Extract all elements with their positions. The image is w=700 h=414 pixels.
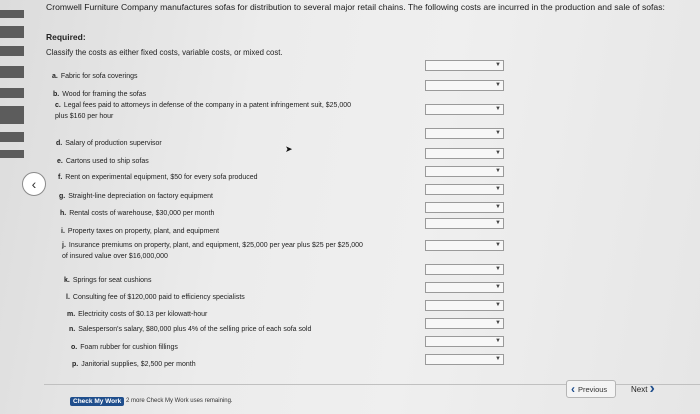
check-remaining-note: 2 more Check My Work uses remaining. xyxy=(126,398,233,404)
edge-bar xyxy=(0,26,24,38)
chevron-left-icon: ‹ xyxy=(571,382,575,396)
next-button[interactable] xyxy=(631,379,655,399)
answer-select[interactable] xyxy=(425,218,504,229)
answer-select[interactable] xyxy=(425,60,504,71)
edge-bar xyxy=(0,106,24,124)
cost-item xyxy=(72,359,196,370)
answer-select[interactable] xyxy=(425,336,504,347)
item-letter: e. xyxy=(57,158,63,165)
left-edge-bars xyxy=(0,0,26,414)
chevron-down-icon: ▼ xyxy=(495,302,501,308)
chevron-down-icon: ▼ xyxy=(495,266,501,272)
answer-select[interactable] xyxy=(425,166,504,177)
cost-item xyxy=(60,208,214,219)
item-text: Consulting fee of $120,000 paid to efficiency specialists xyxy=(72,294,245,301)
item-letter: k. xyxy=(64,277,70,284)
item-letter: c. xyxy=(55,102,61,109)
cost-item xyxy=(67,309,207,320)
chevron-down-icon: ▼ xyxy=(495,220,501,226)
answer-select[interactable] xyxy=(425,148,504,159)
item-letter: h. xyxy=(60,210,67,217)
answer-select[interactable] xyxy=(425,282,504,293)
item-letter: j. xyxy=(62,242,66,249)
answer-select[interactable] xyxy=(425,318,504,329)
required-label: Required: xyxy=(46,32,86,42)
answer-select[interactable] xyxy=(425,354,504,365)
chevron-down-icon: ▼ xyxy=(495,242,501,248)
item-text: Rent on experimental equipment, $50 for every sofa produced xyxy=(65,174,258,181)
answer-select[interactable] xyxy=(425,240,504,251)
edge-bar xyxy=(0,10,24,18)
chevron-down-icon: ▼ xyxy=(495,284,501,290)
answer-select[interactable] xyxy=(425,184,504,195)
cost-item xyxy=(56,138,162,149)
item-text: Foam rubber for cushion fillings xyxy=(80,344,178,351)
answer-select[interactable] xyxy=(425,202,504,213)
chevron-down-icon: ▼ xyxy=(495,106,501,112)
edge-bar xyxy=(0,132,24,142)
chevron-down-icon: ▼ xyxy=(495,320,501,326)
edge-bar xyxy=(0,66,24,78)
item-letter: o. xyxy=(71,344,78,351)
item-text: Electricity costs of $0.13 per kilowatt-hour xyxy=(78,311,208,318)
item-letter: b. xyxy=(53,91,60,98)
cost-item xyxy=(57,156,149,167)
item-letter: i. xyxy=(61,228,65,235)
cost-item xyxy=(66,292,245,303)
answer-select[interactable] xyxy=(425,300,504,311)
previous-label: Previous xyxy=(578,384,608,394)
answer-select[interactable] xyxy=(425,80,504,91)
item-text: Straight-line depreciation on factory equipment xyxy=(68,193,213,200)
chevron-right-icon: › xyxy=(649,380,655,397)
edge-bar xyxy=(0,46,24,56)
cost-item xyxy=(62,240,422,262)
instruction-text: Classify the costs as either fixed costs, variable costs, or mixed cost. xyxy=(46,48,283,57)
chevron-down-icon: ▼ xyxy=(495,62,501,68)
item-text: Salary of production supervisor xyxy=(65,140,162,147)
item-letter: f. xyxy=(58,174,63,181)
chevron-left-icon: ‹ xyxy=(31,176,37,192)
cost-item xyxy=(55,100,415,122)
item-letter: n. xyxy=(69,326,76,333)
item-text: Wood for framing the sofas xyxy=(62,91,147,98)
cost-item xyxy=(69,324,311,335)
chevron-down-icon: ▼ xyxy=(495,204,501,210)
previous-button[interactable] xyxy=(566,380,616,398)
answer-select[interactable] xyxy=(425,264,504,275)
item-text: Rental costs of warehouse, $30,000 per month xyxy=(69,210,215,217)
cost-item xyxy=(59,191,213,202)
problem-intro: Cromwell Furniture Company manufactures sofas for distribution to several major retail chains. The following costs are incurred in the production and sale of sofas: xyxy=(46,2,665,12)
answer-select[interactable] xyxy=(425,104,504,115)
chevron-down-icon: ▼ xyxy=(495,130,501,136)
item-text: Salesperson's salary, $80,000 plus 4% of the selling price of each sofa sold xyxy=(78,326,312,333)
item-text: Springs for seat cushions xyxy=(72,277,152,284)
chevron-down-icon: ▼ xyxy=(495,338,501,344)
item-letter: d. xyxy=(56,140,63,147)
item-letter: a. xyxy=(52,73,58,80)
item-letter: p. xyxy=(72,361,79,368)
item-text-continued: of insured value over $16,000,000 xyxy=(62,253,168,260)
answer-select[interactable] xyxy=(425,128,504,139)
cost-item xyxy=(61,226,219,237)
item-text: Fabric for sofa coverings xyxy=(60,73,138,80)
item-text: Cartons used to ship sofas xyxy=(65,158,149,165)
edge-bar xyxy=(0,88,24,98)
chevron-down-icon: ▼ xyxy=(495,186,501,192)
item-letter: g. xyxy=(59,193,66,200)
cost-item xyxy=(58,172,258,183)
item-text: Janitorial supplies, $2,500 per month xyxy=(81,361,196,368)
cost-item xyxy=(53,89,146,100)
check-my-work-button[interactable]: Check My Work xyxy=(70,397,124,406)
cost-item xyxy=(52,71,138,82)
cost-item xyxy=(64,275,151,286)
item-letter: l. xyxy=(66,294,70,301)
cost-item xyxy=(71,342,178,353)
chevron-down-icon: ▼ xyxy=(495,356,501,362)
chevron-down-icon: ▼ xyxy=(495,150,501,156)
back-button[interactable] xyxy=(22,172,46,196)
item-text: Legal fees paid to attorneys in defense of the company in a patent infringement suit, $25,000 xyxy=(63,102,352,109)
chevron-down-icon: ▼ xyxy=(495,168,501,174)
chevron-down-icon: ▼ xyxy=(495,82,501,88)
item-text: Insurance premiums on property, plant, and equipment, $25,000 per year plus $25 per $25,000 xyxy=(68,242,363,249)
next-label: Next xyxy=(631,384,648,394)
item-text: Property taxes on property, plant, and equipment xyxy=(67,228,220,235)
item-letter: m. xyxy=(67,311,76,318)
edge-bar xyxy=(0,150,24,158)
item-text-continued: plus $160 per hour xyxy=(55,113,114,120)
mouse-cursor-icon: ➤ xyxy=(285,144,293,154)
